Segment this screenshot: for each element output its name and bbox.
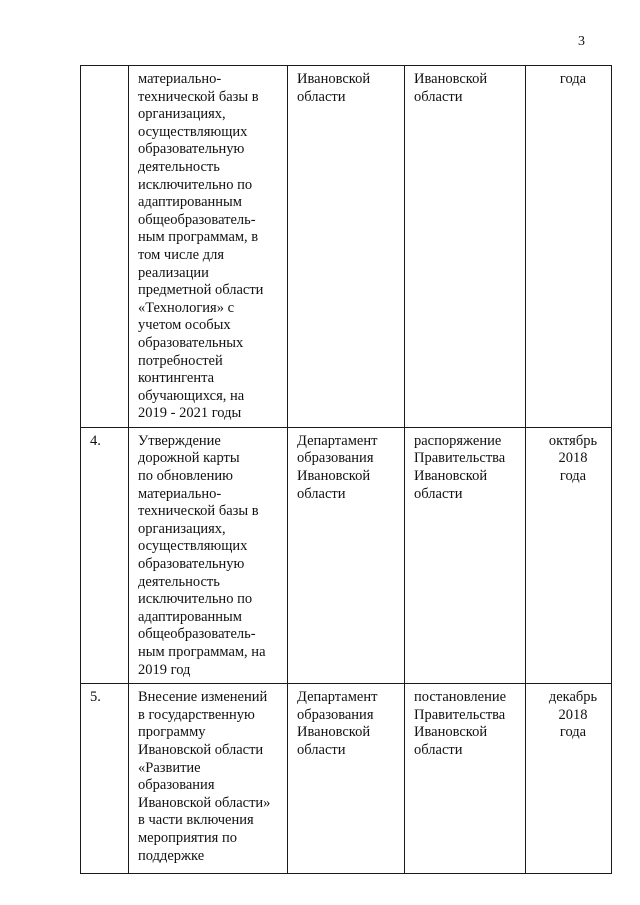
row-number (81, 66, 129, 428)
table-row (81, 684, 612, 874)
result-document: постановление Правительства Ивановской области (405, 684, 526, 874)
result-document: Ивановской области (405, 66, 526, 428)
deadline: декабрь 2018 года (526, 684, 612, 874)
deadline: года (526, 66, 612, 428)
deadline: октябрь 2018 года (526, 427, 612, 683)
measure-name: Утверждение дорожной карты по обновлению материально- технической базы в организациях, осуществляющих образовательную деятельность исключительно по адаптированным общеобразователь- ным программам, на 2019 год (129, 427, 288, 683)
measure-name: Внесение изменений в государственную программу Ивановской области «Развитие образования Ивановской области» в части включения мероприятия по поддержке (129, 684, 288, 874)
page-number: 3 (578, 34, 585, 49)
table-row (81, 66, 612, 428)
table-row (81, 427, 612, 683)
measures-table (80, 65, 612, 874)
measure-name: материально- технической базы в организациях, осуществляющих образовательную деятельность исключительно по адаптированным общеобразователь- ным программам, в том числе для реализации предметной области «Технология» с учетом особых образовательных потребностей контингента обучающихся, на 2019 - 2021 годы (129, 66, 288, 428)
executor: Департамент образования Ивановской области (288, 684, 405, 874)
executor: Департамент образования Ивановской области (288, 427, 405, 683)
result-document: распоряжение Правительства Ивановской области (405, 427, 526, 683)
executor: Ивановской области (288, 66, 405, 428)
row-number: 4. (81, 427, 129, 683)
row-number: 5. (81, 684, 129, 874)
